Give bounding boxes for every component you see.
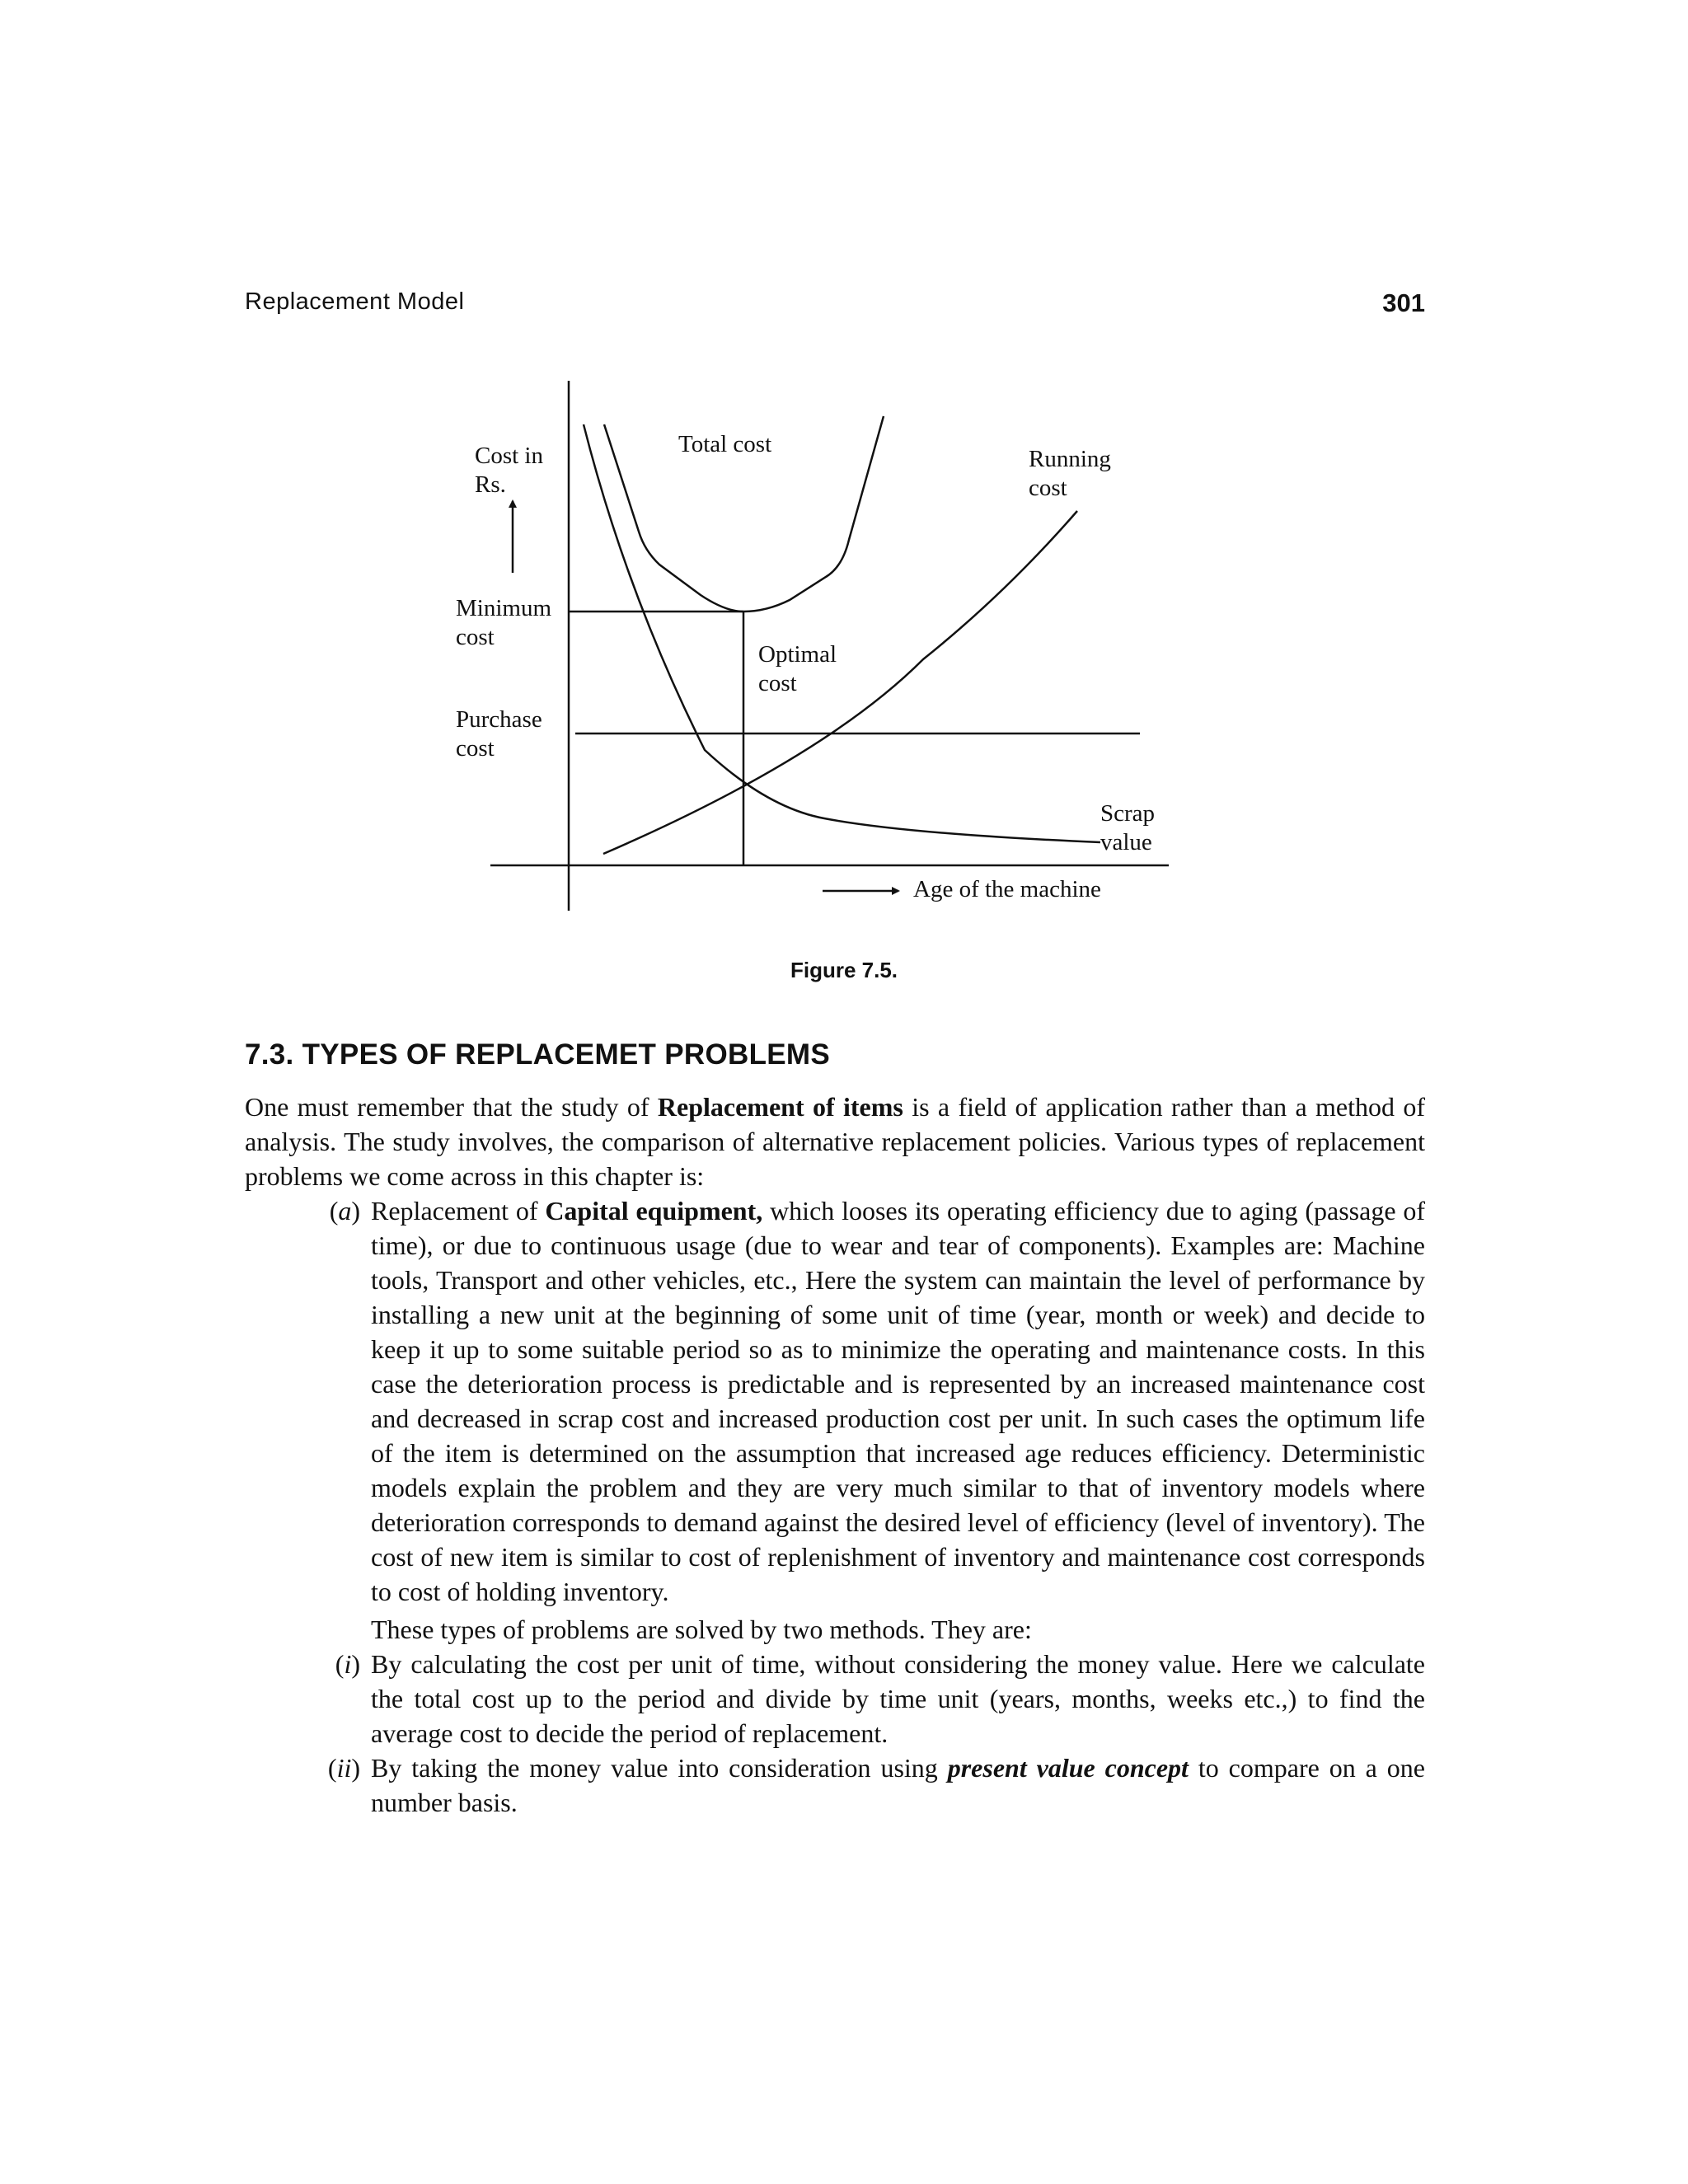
optimal-cost-label-line2: cost xyxy=(758,670,797,696)
scrap-value-curve xyxy=(584,424,1100,842)
y-axis-label-line2: Rs. xyxy=(475,471,506,498)
intro-paragraph xyxy=(245,1090,1425,1193)
total-cost-label: Total cost xyxy=(678,431,772,457)
minimum-cost-label-line2: cost xyxy=(456,624,495,650)
scrap-value-label-line2: value xyxy=(1100,829,1152,855)
methods-intro: These types of problems are solved by two methods. They are: xyxy=(371,1615,1032,1644)
figure-caption: Figure 7.5. xyxy=(790,958,898,982)
purchase-cost-label-line2: cost xyxy=(456,735,495,762)
item-a-text-2: which looses its operating efficiency due to aging (passage of time), or due to continuous usage (due to wear and tear of components). Examples are: Machine tools, Transport and other vehicles, etc., Here the system can maintain the level of performance by installing a new unit at the beginning of some unit of time (year, month or week) and decide to keep it up to some suitable period so as to minimize the operating and maintenance costs. In this case the deterioration process is predictable and is represented by an increased maintenance cost and decreased in scrap cost and increased production cost per unit. In such cases the optimum life of the item is determined on the assumption that increased age reduces efficiency. Deterministic models explain the problem and they are very much similar to that of inventory models where deterioration corresponds to demand against the desired level of efficiency (level of inventory). The cost of new item is similar to cost of replenishment of inventory and maintenance cost corresponds to cost of holding inventory. xyxy=(371,1196,1426,1606)
list-marker-i: (i) xyxy=(335,1649,360,1679)
section-heading: 7.3. TYPES OF REPLACEMET PROBLEMS xyxy=(245,1038,831,1071)
item-ii-bold-italic-term: present value concept xyxy=(947,1753,1189,1783)
item-a-bold-term: Capital equipment, xyxy=(545,1196,763,1226)
optimal-cost-label-line1: Optimal xyxy=(758,641,837,668)
list-item-i xyxy=(245,1647,1425,1750)
purchase-cost-label-line1: Purchase xyxy=(456,706,542,733)
item-ii-text-2: to compare on a one number basis. xyxy=(371,1753,1425,1817)
item-ii-text-1: By taking the money value into consideration using xyxy=(371,1753,948,1783)
scrap-value-label-line1: Scrap xyxy=(1100,800,1156,827)
intro-text-2: is a field of application rather than a method of analysis. The study involves, the comparison of alternative replacement policies. Various types of replacement problems we come across in this chapter is: xyxy=(245,1092,1426,1191)
cost-curves-figure xyxy=(0,0,1688,948)
running-cost-label-line1: Running xyxy=(1029,446,1111,472)
running-cost-label-line2: cost xyxy=(1029,475,1067,501)
intro-bold-term: Replacement of items xyxy=(657,1092,903,1122)
item-i-text: By calculating the cost per unit of time, without considering the money value. Here we calculate the total cost up to the period and divide by time unit (years, months, weeks etc.,) to find the average cost to decide the period of replacement. xyxy=(371,1649,1425,1748)
list-marker-ii: (ii) xyxy=(327,1753,360,1783)
intro-text-1: One must remember that the study of xyxy=(245,1092,658,1122)
x-axis-label: Age of the machine xyxy=(913,876,1101,902)
minimum-cost-label-line1: Minimum xyxy=(456,595,552,621)
page-number: 301 xyxy=(1382,288,1425,317)
y-axis-label-line1: Cost in xyxy=(475,443,543,469)
list-marker-a: (a) xyxy=(329,1196,360,1226)
list-item-ii xyxy=(245,1750,1425,1820)
body-text xyxy=(245,1090,1425,1820)
list-item-a xyxy=(245,1193,1425,1609)
item-a-text-1: Replacement of xyxy=(371,1196,546,1226)
running-title: Replacement Model xyxy=(245,288,465,315)
